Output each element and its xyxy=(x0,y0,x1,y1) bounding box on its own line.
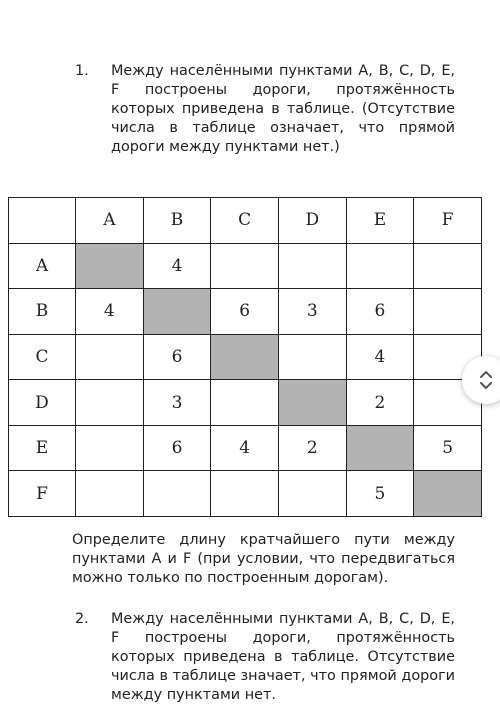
column-header: D xyxy=(278,198,346,244)
distance-cell xyxy=(143,471,211,517)
row-header: A xyxy=(9,243,76,289)
column-header: C xyxy=(211,198,279,244)
distance-cell: 6 xyxy=(143,425,211,471)
distance-cell xyxy=(76,380,144,426)
table-corner-cell xyxy=(9,198,76,244)
table-row xyxy=(9,243,482,289)
distance-table xyxy=(8,197,482,517)
distance-cell xyxy=(211,380,279,426)
distance-cell xyxy=(76,425,144,471)
table-row xyxy=(9,425,482,471)
row-header: F xyxy=(9,471,76,517)
distance-cell xyxy=(278,334,346,380)
distance-cell xyxy=(211,471,279,517)
task-1-text: Между населёнными пунктами A, B, C, D, E, F построены дороги, протяжённость которых приведена в таблице. (Отсутствие числа в таблице означает, что прямой дороги между пунктами нет.) xyxy=(111,63,455,155)
diagonal-shaded-cell xyxy=(278,380,346,426)
task-1 xyxy=(75,62,455,157)
distance-cell xyxy=(414,289,482,335)
row-header: D xyxy=(9,380,76,426)
column-header: F xyxy=(414,198,482,244)
row-header: B xyxy=(9,289,76,335)
distance-cell: 4 xyxy=(76,289,144,335)
up-down-chevron-icon xyxy=(478,369,494,391)
distance-cell: 3 xyxy=(143,380,211,426)
table-row xyxy=(9,289,482,335)
distance-cell: 3 xyxy=(278,289,346,335)
diagonal-shaded-cell xyxy=(211,334,279,380)
table-header-row xyxy=(9,198,482,244)
distance-cell xyxy=(414,243,482,289)
distance-cell: 5 xyxy=(414,425,482,471)
distance-cell xyxy=(76,471,144,517)
distance-cell: 2 xyxy=(346,380,414,426)
distance-cell: 4 xyxy=(143,243,211,289)
table-row xyxy=(9,380,482,426)
distance-cell: 2 xyxy=(278,425,346,471)
distance-cell xyxy=(346,243,414,289)
table-row xyxy=(9,471,482,517)
task-2-text: Между населёнными пунктами A, B, C, D, E, F построены дороги, протяжённость которых приведена в таблице. Отсутствие числа в таблице значает, что прямой дороги между пунктами нет. xyxy=(111,611,455,703)
question-text: Определите длину кратчайшего пути между пунктами A и F (при условии, что передвигаться можно только по построенным дорогам). xyxy=(72,532,455,586)
table-row xyxy=(9,334,482,380)
distance-cell: 4 xyxy=(346,334,414,380)
diagonal-shaded-cell xyxy=(143,289,211,335)
distance-cell xyxy=(211,243,279,289)
row-header: C xyxy=(9,334,76,380)
column-header: B xyxy=(143,198,211,244)
task-2 xyxy=(75,610,455,705)
distance-cell: 6 xyxy=(143,334,211,380)
task-1-number: 1. xyxy=(75,63,89,79)
distance-cell xyxy=(76,334,144,380)
distance-cell: 4 xyxy=(211,425,279,471)
row-header: E xyxy=(9,425,76,471)
distance-cell xyxy=(278,243,346,289)
distance-cell: 6 xyxy=(211,289,279,335)
task-2-number: 2. xyxy=(75,611,89,627)
distance-cell: 6 xyxy=(346,289,414,335)
distance-cell xyxy=(278,471,346,517)
diagonal-shaded-cell xyxy=(346,425,414,471)
distance-cell: 5 xyxy=(346,471,414,517)
column-header: E xyxy=(346,198,414,244)
diagonal-shaded-cell xyxy=(414,471,482,517)
diagonal-shaded-cell xyxy=(76,243,144,289)
column-header: A xyxy=(76,198,144,244)
